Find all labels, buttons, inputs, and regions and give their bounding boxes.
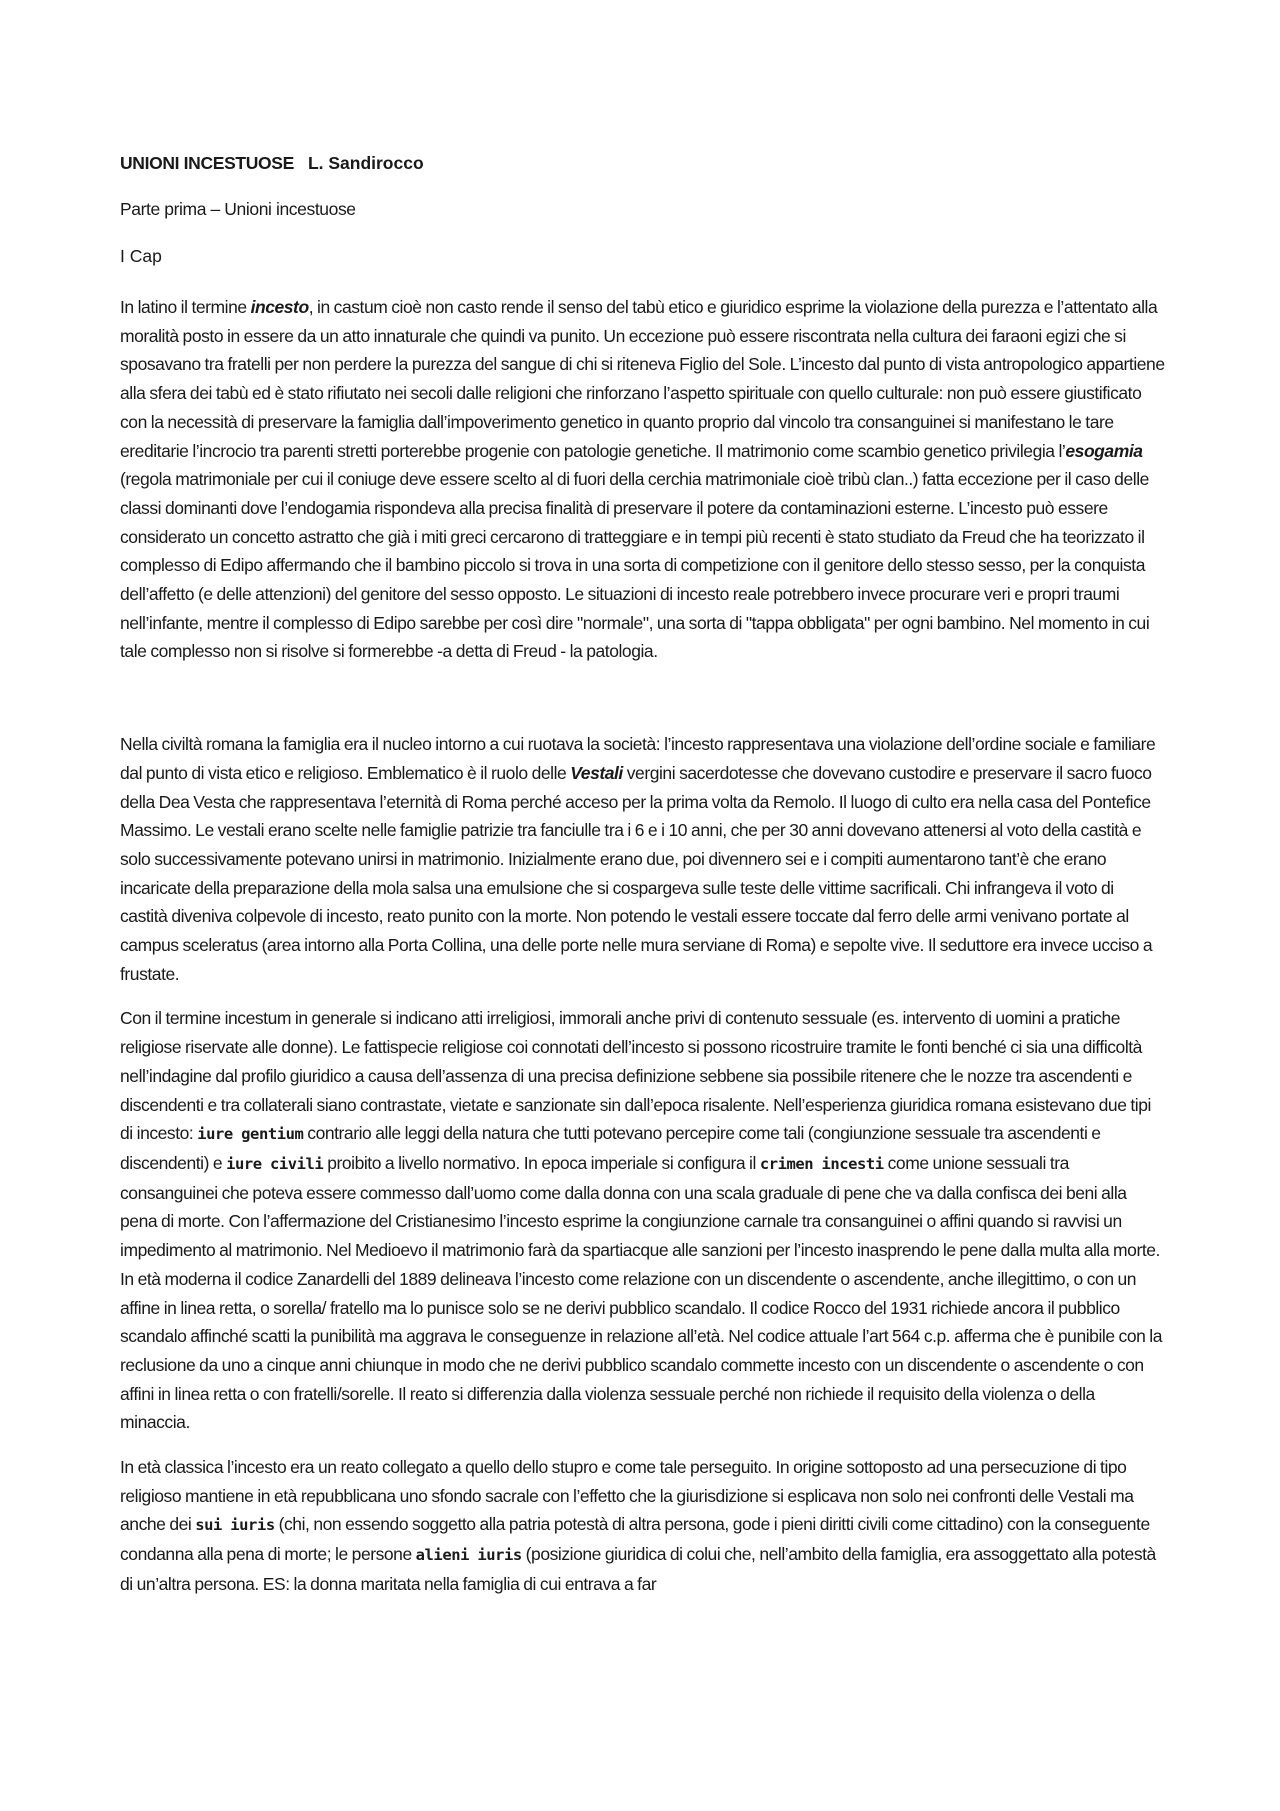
emphasis-term: Vestali	[570, 762, 623, 783]
text-run: vergini sacerdotesse che dovevano custodire e preservare il sacro fuoco della Dea Vesta che rappresentava l’eternità di Roma perché acceso per la prima volta da Remolo. Il luogo di culto era nella casa del Pontefice Massimo. Le vestali erano scelte nelle famiglie patrizie tra fanciulle tra i 6 e i 10 anni, che per 30 anni dovevano attenersi al voto della castità e solo successivamente potevano unirsi in matrimonio. Inizialmente erano due, poi divennero sei e i compiti aumentarono tant’è che erano incaricate della preparazione della mola salsa una emulsione che si cospargeva sulle teste delle vittime sacrificali. Chi infrangeva il voto di castità diveniva colpevole di incesto, reato punito con la morte. Non potendo le vestali essere toccate dal ferro delle armi venivano portate al campus sceleratus (area intorno alla Porta Collina, una delle porte nelle mura serviane di Roma) e sepolte vive. Il seduttore era invece ucciso a frustate.	[120, 762, 1153, 984]
emphasis-term: incesto	[250, 297, 309, 317]
author-name: L. Sandirocco	[307, 153, 424, 173]
text-run: (posizione giuridica di colui che, nell’ambito della famiglia, era assoggettato alla potestà di un’altra persona. ES: la donna maritata nella famiglia di cui entrava a far	[120, 1544, 1156, 1594]
legal-term: crimen incesti	[759, 1154, 884, 1173]
document-title	[120, 152, 1165, 174]
text-run: (regola matrimoniale per cui il coniuge deve essere scelto al di fuori della cerchia matrimoniale cioè tribù clan..) fatta eccezione per il caso delle classi dominanti dove l’endogamia rispondeva alla precisa finalità di preservare il potere da contaminazioni esterne. L’incesto può essere considerato un concetto astratto che già i miti greci cercarono di tratteggiare e in tempi più recenti è stato studiato da Freud che ha teorizzato il complesso di Edipo affermando che il bambino piccolo si trova in una sorta di competizione con il genitore dello stesso sesso, per la conquista dell’affetto (e delle attenzioni) del genitore del sesso opposto. Le situazioni di incesto reale potrebbero invece procurare veri e propri traumi nell’infante, mentre il complesso di Edipo sarebbe per così dire "normale", una sorta di "tappa obbligata" per ogni bambino. Nel momento in cui tale complesso non si risolve si formerebbe -a detta di Freud - la patologia.	[120, 469, 1150, 662]
paragraph-incestum-law	[120, 1004, 1165, 1437]
legal-term: iure civili	[226, 1154, 324, 1173]
legal-term: sui iuris	[195, 1516, 275, 1535]
paragraph-incesto-definition	[120, 293, 1165, 666]
paragraph-classical-age	[120, 1453, 1165, 1599]
title-text: UNIONI INCESTUOSE	[120, 153, 294, 173]
part-heading: Parte prima – Unioni incestuose	[120, 199, 356, 219]
text-run: In età classica l’incesto era un reato collegato a quello dello stupro e come tale perseguito. In origine sottoposto ad una persecuzione di tipo religioso mantiene in età repubblicana uno sfondo sacrale con l’effetto che la giurisdizione si esplicava non solo nei confronti delle Vestali ma anche dei	[120, 1457, 1134, 1535]
text-run: come unione sessuali tra consanguinei che poteva essere commesso dall’uomo come dalla donna con una scala graduale di pene che va dalla confisca dei beni alla pena di morte. Con l’affermazione del Cristianesimo l’incesto esprime la congiunzione carnale tra consanguinei o affini quando si ravvisi un impedimento al matrimonio. Nel Medioevo il matrimonio farà da spartiacque alle sanzioni per l’incesto inasprendo le pene dalla multa alla morte. In età moderna il codice Zanardelli del 1889 delineava l’incesto come relazione con un discendente o ascendente, anche illegittimo, o con un affine in linea retta, o sorella/ fratello ma lo punisce solo se ne derivi pubblico scandalo. Il codice Rocco del 1931 richiede ancora il pubblico scandalo affinché scatti la punibilità ma aggrava le conseguenze in relazione all’età. Nel codice attuale l’art 564 c.p. afferma che è punibile con la reclusione da uno a cinque anni chiunque in modo che ne derivi pubblico scandalo commette incesto con un discendente o ascendente o con affini in linea retta o con fratelli/sorelle. Il reato si differenzia dalla violenza sessuale perché non richiede il requisito della violenza o della minaccia.	[120, 1152, 1163, 1433]
text-run: Con il termine incestum in generale si indicano atti irreligiosi, immorali anche privi di contenuto sessuale (es. intervento di uomini a pratiche religiose riservate alle donne). Le fattispecie religiose coi connotati dell’incesto si possono ricostruire tramite le fonti benché ci sia una difficoltà nell’indagine dal profilo giuridico a causa dell’assenza di una precisa definizione sebbene sia possibile ritenere che le nozze tra ascendenti e discendenti e tra collaterali siano contrastate, vietate e sanzionate sin dall’epoca risalente. Nell’esperienza giuridica romana esistevano due tipi di incesto:	[120, 1008, 1151, 1144]
legal-term: iure gentium	[197, 1125, 304, 1144]
emphasis-term: esogamia	[1065, 440, 1143, 461]
text-run: contrario alle leggi della natura che tutti potevano percepire come tali (congiunzione sessuale tra ascendenti e discendenti) e	[120, 1123, 1101, 1173]
text-run: Nella civiltà romana la famiglia era il nucleo intorno a cui ruotava la società: l’incesto rappresentava una violazione dell’ordine sociale e familiare dal punto di vista etico e religioso. Emblematico è il ruolo delle	[120, 734, 1156, 783]
legal-term: alieni iuris	[415, 1546, 522, 1565]
chapter-heading: I Cap	[120, 246, 162, 266]
text-run: (chi, non essendo soggetto alla patria potestà di altra persona, gode i pieni diritti civili come cittadino) con la conseguente condanna alla pena di morte; le persone	[120, 1514, 1150, 1565]
text-run: , in castum cioè non casto rende il senso del tabù etico e giuridico esprime la violazione della purezza e l’attentato alla moralità posto in essere da un atto innaturale che quindi va punito. Un eccezione può essere riscontrata nella cultura dei faraoni egizi che si sposavano tra fratelli per non perdere la purezza del sangue di chi si riteneva Figlio del Sole. L’incesto dal punto di vista antropologico appartiene alla sfera dei tabù ed è stato rifiutato nei secoli dalle religioni che rinforzano l’aspetto spirituale con quello culturale: non può essere giustificato con la necessità di preservare la famiglia dall’impoverimento genetico in quanto proprio dal vincolo tra consanguinei si manifestano le tare ereditarie l’incrocio tra parenti stretti porterebbe progenie con patologie genetiche. Il matrimonio come scambio genetico privilegia l’	[120, 297, 1165, 461]
text-run: proibito a livello normativo. In epoca imperiale si configura il	[323, 1152, 760, 1173]
text-run: In latino il termine	[120, 297, 251, 317]
paragraph-roman-civilization	[120, 730, 1165, 988]
